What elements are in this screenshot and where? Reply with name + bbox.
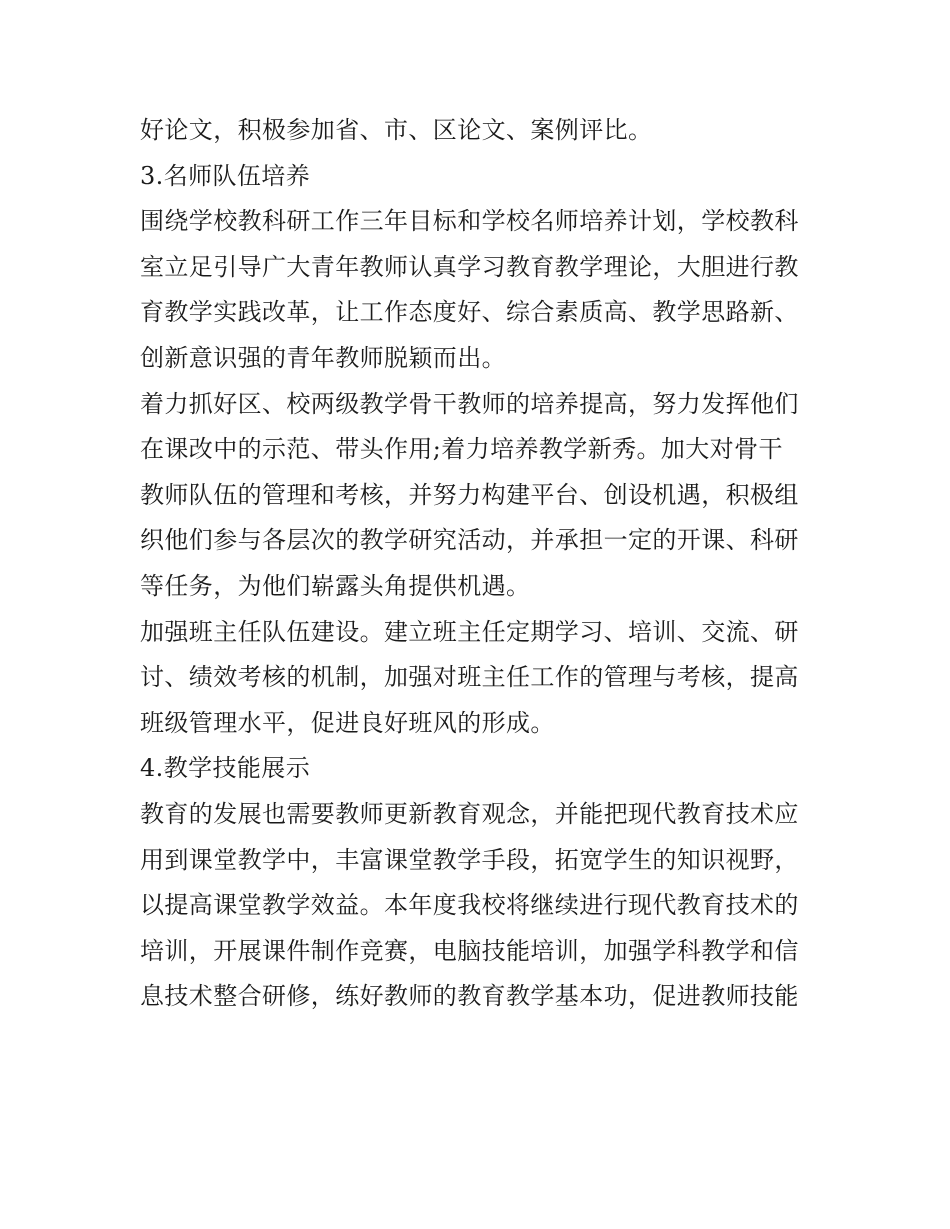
text-line: 班级管理水平，促进良好班风的形成。	[140, 708, 555, 737]
text-line: 加强班主任队伍建设。建立班主任定期学习、培训、交流、研	[140, 617, 799, 646]
text-line: 育教学实践改革，让工作态度好、综合素质高、教学思路新、	[140, 298, 799, 327]
text-line: 好论文，积极参加省、市、区论文、案例评比。	[140, 116, 653, 144]
text-line: 息技术整合研修，练好教师的教育教学基本功，促进教师技能	[140, 982, 799, 1011]
text-line: 室立足引导广大青年教师认真学习教育教学理论，大胆进行教	[140, 252, 799, 281]
text-line: 用到课堂教学中，丰富课堂教学手段，拓宽学生的知识视野，	[140, 845, 799, 874]
document-body	[140, 108, 815, 1020]
text-line: 等任务，为他们崭露头角提供机遇。	[140, 571, 531, 600]
text-line: 以提高课堂教学效益。本年度我校将继续进行现代教育技术的	[140, 891, 799, 920]
text-line: 在课改中的示范、带头作用;着力培养教学新秀。加大对骨干	[140, 435, 783, 464]
section-heading-3: 3.名师队伍培养	[140, 161, 311, 190]
text-line: 教育的发展也需要教师更新教育观念，并能把现代教育技术应	[140, 799, 799, 828]
text-line: 教师队伍的管理和考核，并努力构建平台、创设机遇，积极组	[140, 480, 799, 509]
text-line: 织他们参与各层次的教学研究活动，并承担一定的开课、科研	[140, 526, 799, 555]
text-line: 培训，开展课件制作竞赛，电脑技能培训，加强学科教学和信	[140, 936, 799, 965]
text-line: 讨、绩效考核的机制，加强对班主任工作的管理与考核，提高	[140, 663, 799, 692]
text-line: 着力抓好区、校两级教学骨干教师的培养提高，努力发挥他们	[140, 389, 799, 418]
text-line: 创新意识强的青年教师脱颖而出。	[140, 343, 506, 372]
text-line: 围绕学校教科研工作三年目标和学校名师培养计划，学校教科	[140, 207, 799, 236]
section-heading-4: 4.教学技能展示	[140, 754, 311, 783]
